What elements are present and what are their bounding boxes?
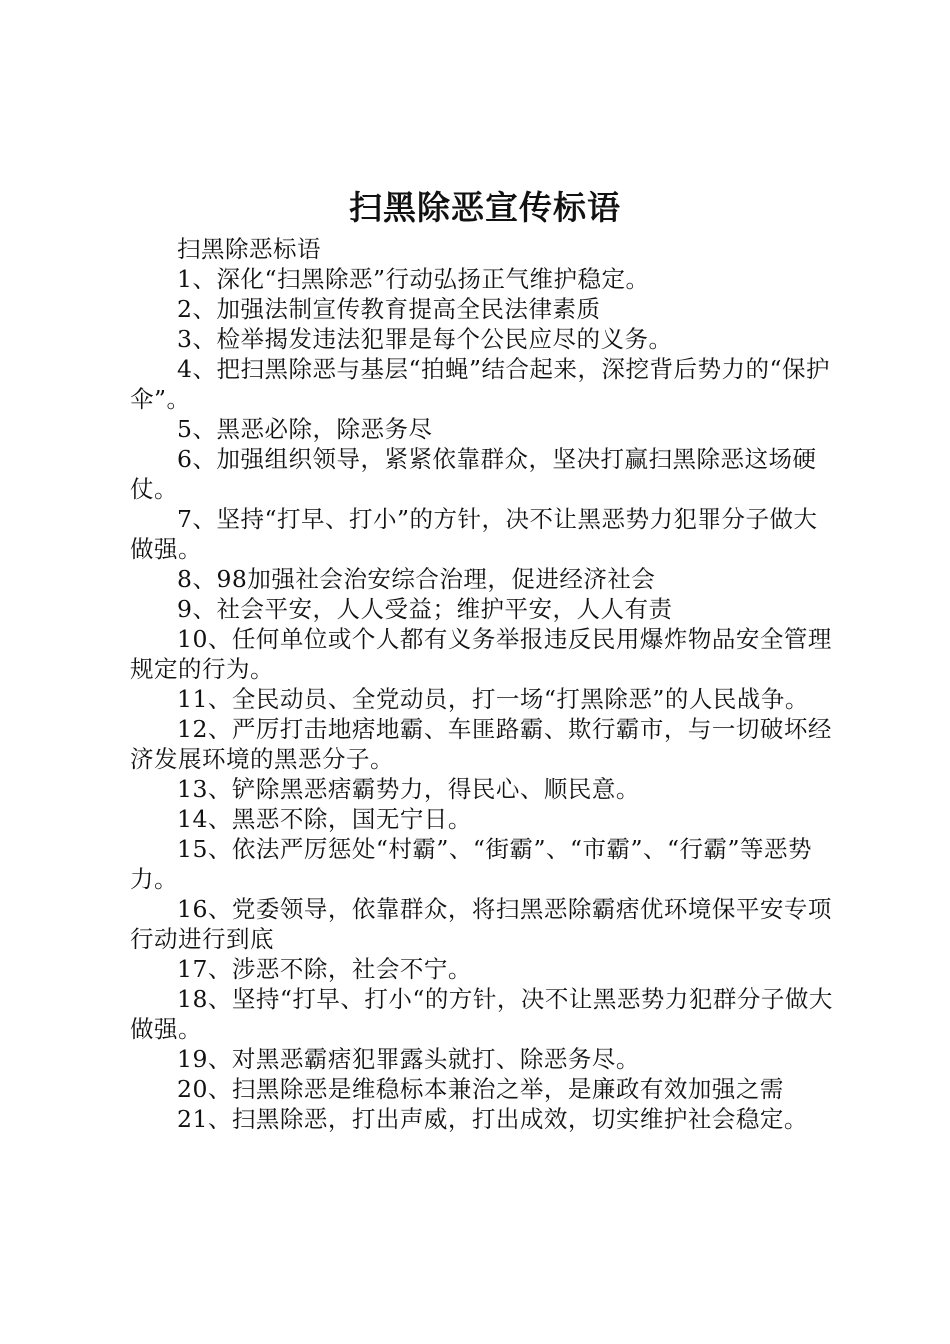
slogan-item: 17、涉恶不除，社会不宁。 [177, 955, 472, 983]
document-body [130, 234, 840, 1134]
slogan-item: 19、对黑恶霸痞犯罪露头就打、除恶务尽。 [177, 1045, 640, 1073]
slogan-item: 12、严厉打击地痞地霸、车匪路霸、欺行霸市，与一切破坏经济发展环境的黑恶分子。 [130, 715, 832, 773]
slogan-item: 8、98加强社会治安综合治理，促进经济社会 [177, 565, 656, 593]
slogan-item: 20、扫黑除恶是维稳标本兼治之举，是廉政有效加强之需 [177, 1075, 784, 1103]
slogan-item: 21、扫黑除恶，打出声威，打出成效，切实维护社会稳定。 [177, 1105, 808, 1133]
slogan-item: 6、加强组织领导，紧紧依靠群众，坚决打赢扫黑除恶这场硬仗。 [130, 445, 817, 503]
slogan-item: 5、黑恶必除，除恶务尽 [177, 415, 433, 443]
slogan-item: 2、加强法制宣传教育提高全民法律素质 [177, 295, 601, 323]
slogan-item: 14、黑恶不除，国无宁日。 [177, 805, 472, 833]
slogan-item: 10、任何单位或个人都有义务举报违反民用爆炸物品安全管理规定的行为。 [130, 625, 832, 683]
slogan-item: 15、依法严厉惩处“村霸”、“街霸”、“市霸”、“行霸”等恶势力。 [130, 835, 813, 893]
slogan-item: 4、把扫黑除恶与基层“拍蝇”结合起来，深挖背后势力的“保护伞”。 [130, 355, 830, 413]
slogan-item: 9、社会平安，人人受益；维护平安，人人有责 [177, 595, 673, 623]
slogan-item: 1、深化“扫黑除恶”行动弘扬正气维护稳定。 [177, 265, 650, 293]
slogan-item: 18、坚持“打早、打小“的方针，决不让黑恶势力犯群分子做大做强。 [130, 985, 833, 1043]
slogan-item: 3、检举揭发违法犯罪是每个公民应尽的义务。 [177, 325, 673, 353]
slogan-item: 16、党委领导，依靠群众，将扫黑恶除霸痞优环境保平安专项行动进行到底 [130, 895, 832, 953]
paragraph-heading: 扫黑除恶标语 [177, 235, 321, 263]
page-title: 扫黑除恶宣传标语 [349, 188, 621, 227]
slogan-item: 11、全民动员、全党动员，打一场“打黑除恶”的人民战争。 [177, 685, 809, 713]
slogan-item: 13、铲除黑恶痞霸势力，得民心、顺民意。 [177, 775, 640, 803]
slogan-item: 7、坚持“打早、打小”的方针，决不让黑恶势力犯罪分子做大做强。 [130, 505, 818, 563]
